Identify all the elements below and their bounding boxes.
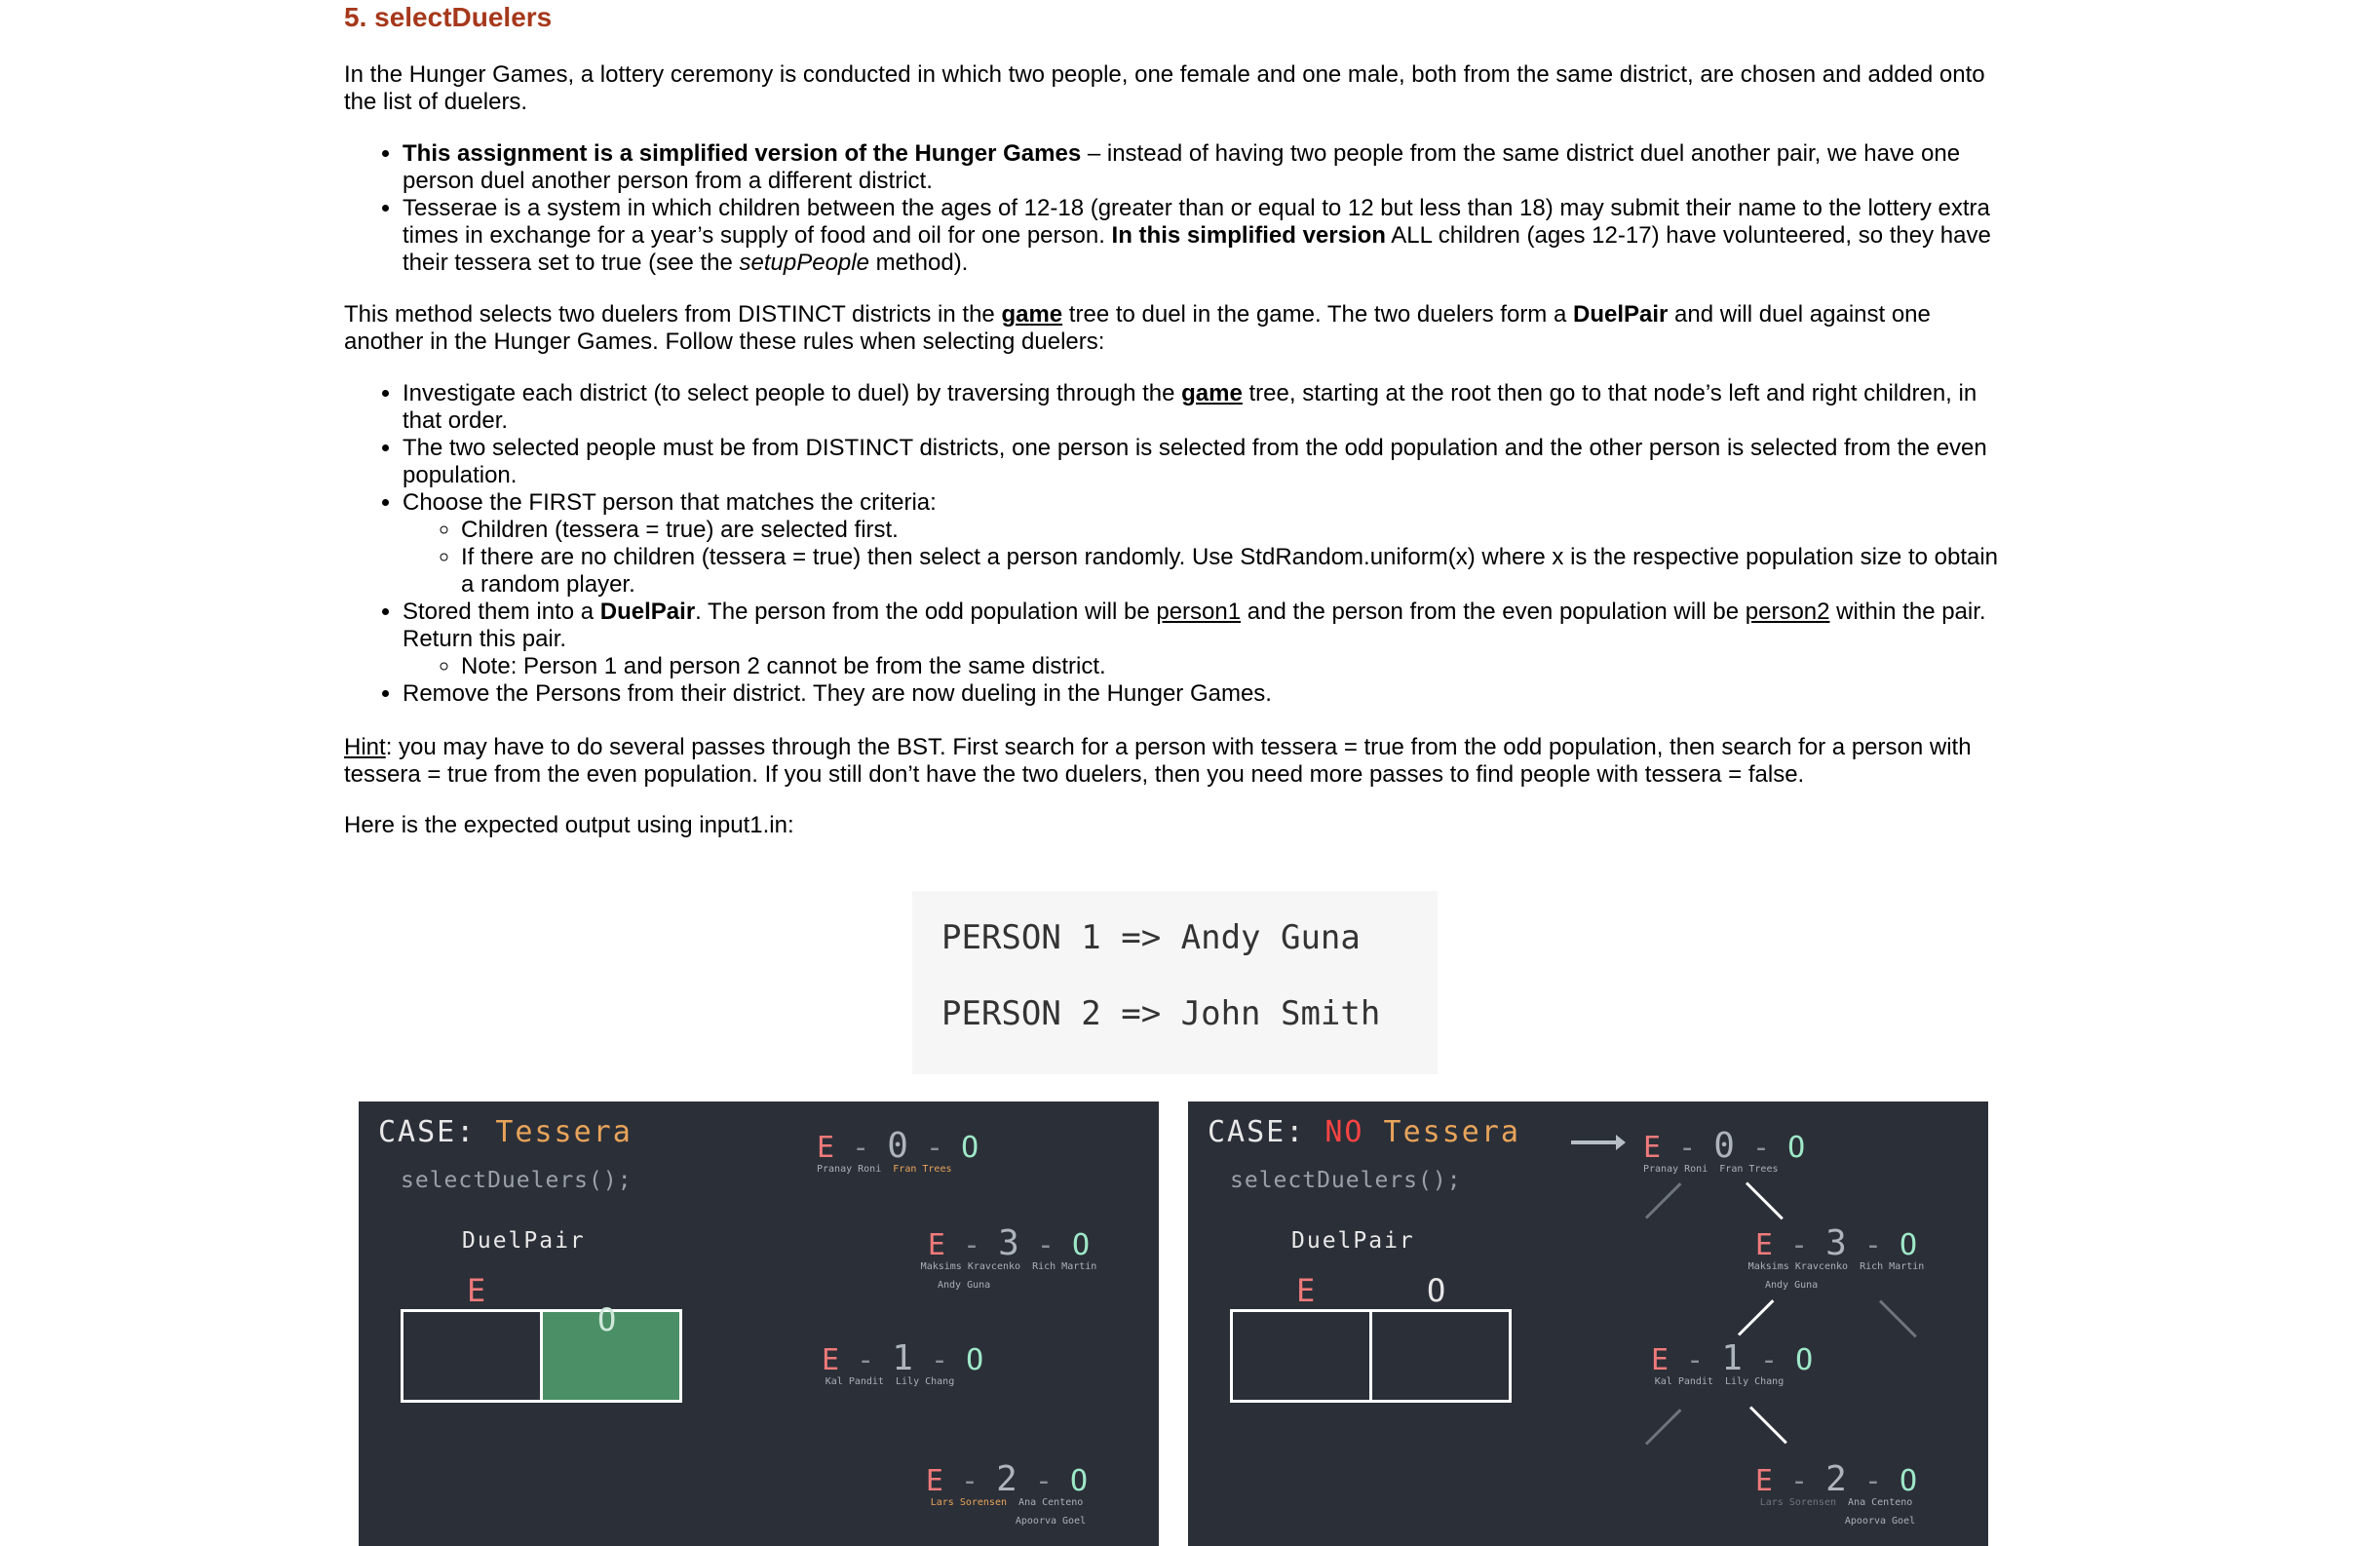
output-line-1: PERSON 1 => Andy Guna — [941, 918, 1361, 957]
tree-edge — [1645, 1182, 1681, 1218]
list-item: • Choose the FIRST person that matches the criteria: ◦ Children (tessera = true) are selected first. ◦ If there are no children (tessera = true) then select a person randomly. Use StdRandom.uniform(x) where x is the respective population size to obtain a random player. — [403, 489, 2001, 599]
tree-edge — [1738, 1299, 1774, 1335]
expected-output-label: Here is the expected output using input1.in: — [344, 812, 794, 838]
tree-edge — [1645, 1409, 1681, 1445]
method-call: selectDuelers(); — [1230, 1168, 1462, 1193]
case-title: CASE: NO Tessera — [1208, 1115, 1520, 1149]
section-heading: 5. selectDuelers — [344, 2, 553, 32]
tree-edge — [1879, 1299, 1917, 1337]
tree-node-0: E - 0 - O Pranay Roni Fran Trees — [1643, 1126, 1806, 1175]
tree-node-1: E - 1 - O Kal Pandit Lily Chang — [1651, 1338, 1814, 1387]
case-no-tessera-panel — [1188, 1102, 1988, 1546]
intro-paragraph: In the Hunger Games, a lottery ceremony is conducted in which two people, one female and one male, both from the same district, are chosen and added onto the list of duelers. — [344, 61, 1985, 115]
rules-list — [344, 380, 2001, 708]
duelpair-even-box — [401, 1309, 543, 1403]
even-slot-label: E — [467, 1272, 486, 1309]
output-line-2: PERSON 2 => John Smith — [941, 994, 1381, 1033]
case-tessera-panel — [359, 1102, 1159, 1546]
sub-list — [403, 517, 2001, 599]
list-item: • Remove the Persons from their district. They are now dueling in the Hunger Games. — [403, 680, 2001, 708]
method-description: This method selects two duelers from DISTINCT districts in the game tree to duel in the game. The two duelers form a DuelPair and will duel against one another in the Hunger Games. Follow these rules when selecting duelers: — [344, 301, 1931, 355]
tree-node-0: E - 0 - O Pranay Roni Fran Trees — [817, 1126, 979, 1175]
tree-edge — [1749, 1406, 1787, 1444]
case-title: CASE: Tessera — [378, 1115, 633, 1149]
hint-paragraph: Hint: you may have to do several passes through the BST. First search for a person with tessera = true from the odd population, then search for a person with tessera = true from the even population. If you still don’t have the two duelers, then you need more passes to find people with tessera = false. — [344, 734, 1972, 788]
tree-edge — [1746, 1181, 1784, 1219]
list-item: ◦ Note: Person 1 and person 2 cannot be from the same district. — [461, 653, 2001, 680]
method-call: selectDuelers(); — [401, 1168, 633, 1193]
list-item: • Stored them into a DuelPair. The person from the odd population will be person1 and the person from the even population will be person2 within the pair. Return this pair. ◦ Note: Person 1 and person 2 cannot be from the same district. — [403, 599, 2001, 680]
duelpair-odd-box — [1369, 1309, 1512, 1403]
duelpair-even-box — [1230, 1309, 1372, 1403]
tree-node-3: E - 3 - O Maksims Kravcenko Rich Martin Andy Guna — [920, 1223, 1097, 1291]
list-item: ◦ Children (tessera = true) are selected first. — [461, 517, 2001, 544]
sub-list — [403, 653, 2001, 680]
duelpair-label: DuelPair — [1291, 1228, 1415, 1254]
list-item: • The two selected people must be from DISTINCT districts, one person is selected from the odd population and the other person is selected from the even population. — [403, 435, 2001, 489]
overview-list — [344, 140, 2001, 277]
odd-slot-label: O — [1427, 1272, 1446, 1309]
tree-node-3: E - 3 - O Maksims Kravcenko Rich Martin Andy Guna — [1747, 1223, 1925, 1291]
duelpair-label: DuelPair — [462, 1228, 586, 1254]
even-slot-label: E — [1296, 1272, 1316, 1309]
expected-output-box — [912, 891, 1438, 1074]
list-item: • This assignment is a simplified version of the Hunger Games – instead of having two people from the same district duel another pair, we have one person duel another person from a different district. — [403, 140, 2001, 195]
tree-node-2: E - 2 - O Lars Sorensen Ana Centeno Apoorva Goel — [1754, 1459, 1918, 1527]
tree-node-2: E - 2 - O Lars Sorensen Ana Centeno Apoorva Goel — [925, 1459, 1089, 1527]
tree-node-1: E - 1 - O Kal Pandit Lily Chang — [822, 1338, 984, 1387]
list-item: ◦ If there are no children (tessera = true) then select a person randomly. Use StdRandom.uniform(x) where x is the respective population size to obtain a random player. — [461, 544, 2001, 599]
list-item: • Tesserae is a system in which children between the ages of 12-18 (greater than or equal to 12 but less than 18) may submit their name to the lottery extra times in exchange for a year’s supply of food and oil for one person. In this simplified version ALL children (ages 12-17) have volunteered, so they have their tessera set to true (see the setupPeople method). — [403, 195, 2001, 277]
arrow-right-icon — [1571, 1140, 1620, 1144]
odd-slot-label: O — [597, 1301, 617, 1338]
list-item: • Investigate each district (to select people to duel) by traversing through the game tree, starting at the root then go to that node’s left and right children, in that order. — [403, 380, 2001, 435]
